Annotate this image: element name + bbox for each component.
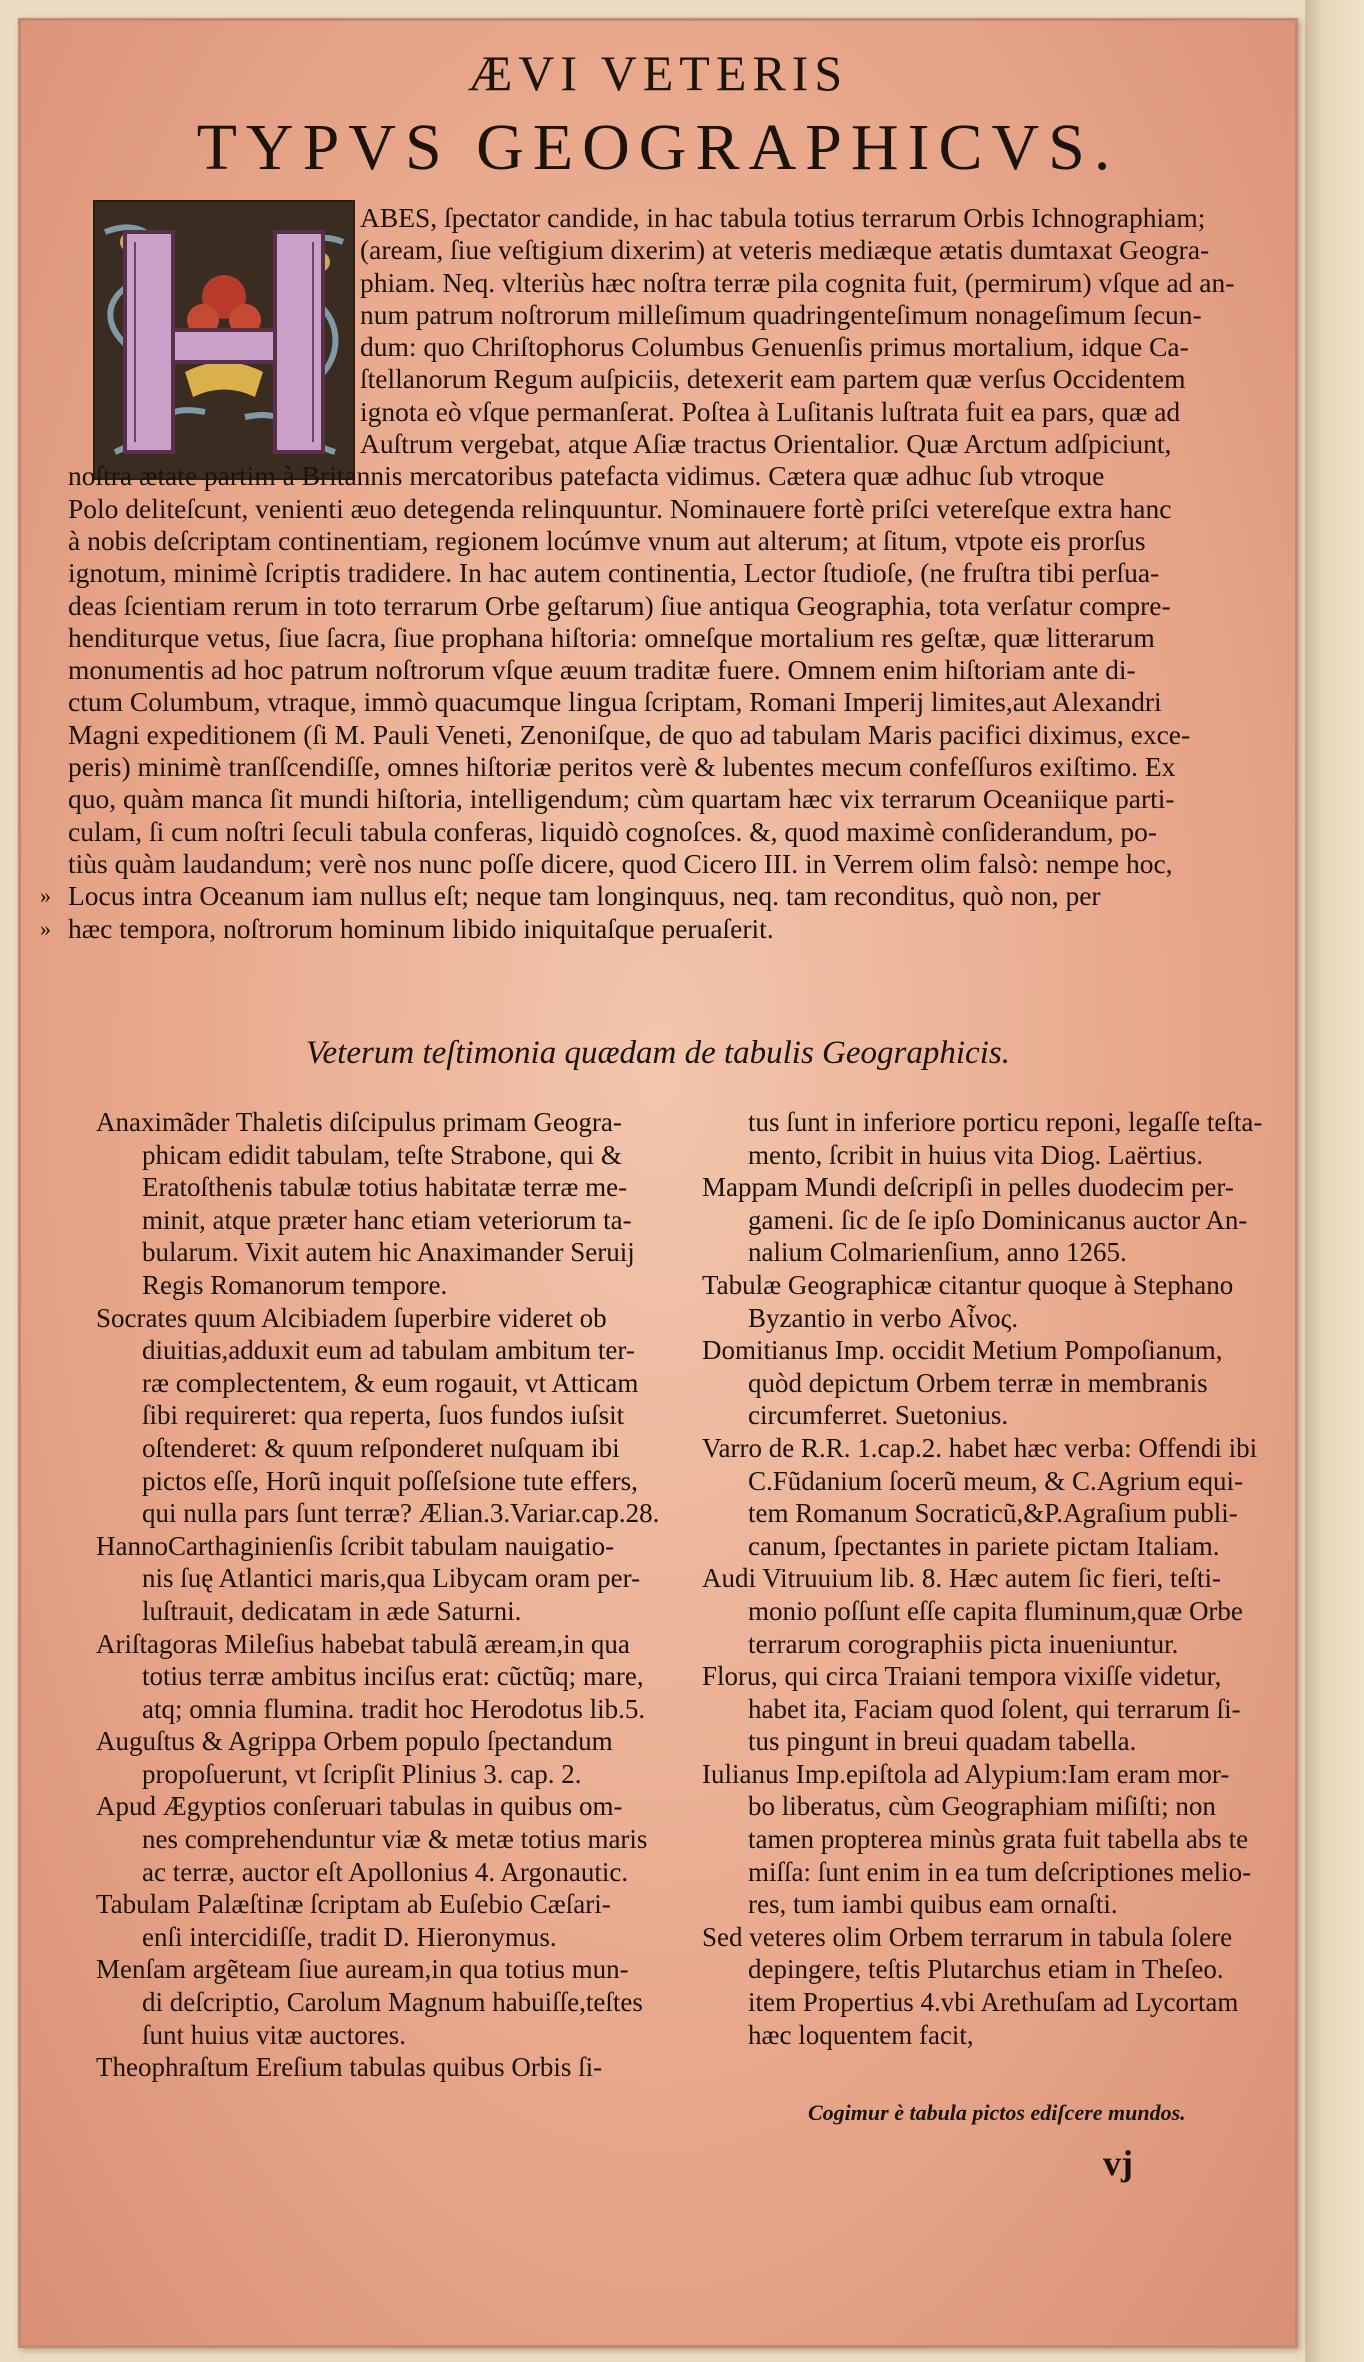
closing-quote: Cogimur è tabula pictos ediſcere mundos. — [808, 2100, 1186, 2125]
testimony-line: res, tum iambi quibus eam ornaſti. — [748, 1889, 1118, 1920]
testimony-line: monio poſſunt eſſe capita fluminum,quæ Orbe — [748, 1595, 1243, 1626]
testimony-entry — [702, 1758, 1282, 1921]
testimony-line: atq; omnia flumina. tradit hoc Herodotus lib.5. — [142, 1693, 646, 1724]
intro-line-text: tiùs quàm laudandum; verè nos nunc poſſe dicere, quod Cicero III. in Verrem olim falsò: nempe hoc, — [68, 847, 1173, 879]
intro-line — [68, 267, 1263, 299]
testimony-line: HannoCarthaginienſis ſcribit tabulam nauigatio- — [96, 1530, 615, 1561]
intro-line — [68, 719, 1263, 751]
testimony-entry — [96, 1888, 696, 1953]
testimony-line: Apud Ægyptios conſeruari tabulas in quibus om- — [96, 1791, 623, 1822]
page-supertitle: ÆVI VETERIS — [467, 45, 849, 101]
testimony-line: canum, ſpectantes in pariete pictam Italiam. — [748, 1530, 1220, 1561]
intro-line-text: ſtellanorum Regum auſpiciis, detexerit eam partem quæ verſus Occidentem — [360, 363, 1186, 395]
testimony-line: Eratoſthenis tabulæ totius habitatæ terræ me- — [142, 1172, 628, 1203]
intro-line-text: Locus intra Oceanum iam nullus eſt; neque tam longinquus, neq. tam reconditus, quò non, per — [68, 880, 1101, 912]
testimony-line: Domitianus Imp. occidit Metium Pompoſianum, — [702, 1335, 1223, 1366]
testimony-line: phicam edidit tabulam, teſte Strabone, qui & — [142, 1139, 622, 1170]
intro-line — [68, 622, 1263, 654]
testimony-line: Tabulæ Geographicæ citantur quoque à Stephano — [702, 1269, 1234, 1300]
intro-line-text: hæc tempora, noſtrorum hominum libido iniquitaſque peruaſerit. — [68, 912, 774, 944]
intro-line-text: Magni expeditionem (ſi M. Pauli Veneti, Zenoniſque, de quo ad tabulam Maris pacifici diximus, exce- — [68, 718, 1191, 750]
testimony-entry — [702, 1334, 1282, 1432]
testimony-line: Audi Vitruuium lib. 8. Hæc autem ſic fieri, teſti- — [702, 1563, 1222, 1594]
intro-line — [68, 428, 1263, 460]
testimony-line: quòd depictum Orbem terræ in membranis — [748, 1367, 1208, 1398]
intro-line — [40, 912, 1263, 945]
testimony-entry — [702, 1432, 1282, 1562]
testimony-line: bularum. Vixit autem hic Anaximander Seruij — [142, 1237, 635, 1268]
intro-line-text: ctum Columbum, vtraque, immò quacumque lingua ſcriptam, Romani Imperij limites,aut Alexandri — [68, 686, 1162, 718]
intro-line-text: ignotum, minimè ſcriptis tradidere. In hac autem continentia, Lector ſtudioſe, (ne fruſtra tibi perſua- — [68, 557, 1160, 589]
testimony-line: qui nulla pars ſunt terræ? Ælian.3.Variar.cap.28. — [142, 1498, 660, 1529]
testimony-line: Regis Romanorum tempore. — [142, 1269, 448, 1300]
intro-line-text: Polo deliteſcunt, venienti æuo detegenda relinquuntur. Nominauere fortè priſci vetereſque extra hanc — [68, 492, 1172, 524]
testimony-entry — [702, 1171, 1282, 1269]
testimony-line: tus ſunt in inferiore porticu reponi, legaſſe teſta- — [748, 1107, 1263, 1137]
intro-line-text: Auſtrum vergebat, atque Aſiæ tractus Orientalior. Quæ Arctum adſpiciunt, — [360, 428, 1172, 460]
intro-line — [68, 202, 1263, 234]
testimony-line: totius terræ ambitus inciſus erat: cũctũq; mare, — [142, 1661, 644, 1692]
testimony-line: propoſuerunt, vt ſcripſit Plinius 3. cap. 2. — [142, 1758, 582, 1789]
intro-paragraph — [40, 202, 1263, 945]
testimony-line: enſi intercidiſſe, tradit D. Hieronymus. — [142, 1921, 557, 1952]
intro-line — [68, 686, 1263, 718]
intro-line — [68, 848, 1263, 880]
folio-number: vj — [1103, 2143, 1133, 2183]
testimony-line: ſibi requireret: qua reperta, ſuos fundos iuſsit — [142, 1400, 625, 1431]
testimony-entry — [96, 1953, 696, 2051]
intro-line-text: (aream, ſiue veſtigium dixerim) at veteris mediæque ætatis dumtaxat Geogra- — [360, 234, 1210, 266]
testimony-line: ac terræ, auctor eſt Apollonius 4. Argonautic. — [142, 1856, 629, 1887]
testimony-line: gameni. ſic de ſe ipſo Dominicanus auctor An- — [748, 1204, 1248, 1235]
testimony-line: Varro de R.R. 1.cap.2. habet hæc verba: Offendi ibi — [702, 1432, 1258, 1463]
testimony-entry — [702, 1269, 1282, 1334]
testimony-entry — [702, 1562, 1282, 1660]
intro-line-text: ignota eò vſque permanſerat. Poſtea à Luſitanis luſtrata fuit ea pars, quæ ad — [360, 395, 1181, 427]
section-subheading: Veterum teſtimonia quædam de tabulis Geographicis. — [306, 1035, 1010, 1071]
document-page — [18, 18, 1298, 2348]
intro-line — [68, 751, 1263, 783]
intro-line — [68, 363, 1263, 395]
intro-line — [68, 493, 1263, 525]
testimony-line: Anaximãder Thaletis diſcipulus primam Geogra- — [96, 1107, 622, 1137]
testimony-line: hæc loquentem facit, — [748, 2019, 974, 2050]
intro-line — [68, 331, 1263, 363]
testimony-line: bo liberatus, cùm Geographiam miſiſti; non — [748, 1791, 1216, 1822]
testimony-line: Iulianus Imp.epiſtola ad Alypium:Iam eram mor- — [702, 1758, 1230, 1789]
intro-line — [68, 557, 1263, 589]
intro-line-text: noſtra ætate partim à Britannis mercatoribus patefacta vidimus. Cætera quæ adhuc ſub vtroque — [68, 460, 1105, 492]
intro-line-text: culam, ſi cum noſtri ſeculi tabula conferas, liquidò cognoſces. &, quod maximè conſiderandum, po- — [68, 815, 1158, 847]
testimony-line: circumferret. Suetonius. — [748, 1400, 1009, 1431]
testimony-line: Mappam Mundi deſcripſi in pelles duodecim per- — [702, 1172, 1234, 1203]
testimony-line: nalium Colmarienſium, anno 1265. — [748, 1237, 1127, 1268]
testimony-entry — [702, 1660, 1282, 1758]
testimony-line: tem Romanum Socraticũ,&P.Agraſium publi- — [748, 1498, 1238, 1529]
intro-line-text: phiam. Neq. vlteriùs hæc noſtra terræ pila cognita fuit, (permirum) vſque ad an- — [360, 266, 1235, 298]
intro-line-text: deas ſcientiam rerum in toto terrarum Orbe geſtarum) ſiue antiqua Geographia, tota verſatur compre- — [68, 589, 1171, 621]
testimony-line: nis ſuę Atlantici maris,qua Libycam oram per- — [142, 1563, 641, 1594]
right-column — [702, 1106, 1282, 2051]
testimony-line: terrarum corographiis picta inueniuntur. — [748, 1628, 1179, 1659]
intro-line — [68, 396, 1263, 428]
mat-border — [1305, 0, 1364, 2362]
testimony-line: Socrates quum Alcibiadem ſuperbire videret ob — [96, 1302, 607, 1333]
testimony-line: Tabulam Palæſtinæ ſcriptam ab Euſebio Cæſari- — [96, 1889, 611, 1920]
intro-line — [68, 816, 1263, 848]
quotation-marker: » — [40, 915, 51, 941]
intro-line — [68, 299, 1263, 331]
intro-line — [68, 525, 1263, 557]
testimony-line: Florus, qui circa Traiani tempora vixiſſe videtur, — [702, 1661, 1222, 1692]
testimony-line: ſunt huius vitæ auctores. — [142, 2019, 406, 2050]
testimony-line: Sed veteres olim Orbem terrarum in tabula ſolere — [702, 1921, 1233, 1952]
testimony-line: diuitias,adduxit eum ad tabulam ambitum ter- — [142, 1335, 635, 1366]
testimony-line: habet ita, Faciam quod ſolent, qui terrarum ſi- — [748, 1693, 1241, 1724]
testimony-entry — [702, 1106, 1282, 1171]
testimony-line: depingere, teſtis Plutarchus etiam in Theſeo. — [748, 1954, 1224, 1985]
intro-line-text: dum: quo Chriſtophorus Columbus Genuenſis primus mortalium, idque Ca- — [360, 331, 1189, 363]
testimony-entry — [96, 1628, 696, 1726]
intro-line-text: ABES, ſpectator candide, in hac tabula totius terrarum Orbis Ichnographiam; — [360, 202, 1206, 233]
left-column — [96, 1106, 696, 2084]
quotation-marker: » — [40, 883, 51, 909]
testimony-line: C.Fũdanium ſocerũ meum, & C.Agrium equi- — [748, 1465, 1243, 1496]
intro-line-text: peris) minimè tranſſcendiſſe, omnes hiſtoriæ peritos verè & lubentes mecum confeſſuros exiſtimo. Ex — [68, 751, 1176, 783]
intro-line-text: monumentis ad hoc patrum noſtrorum vſque æuum traditæ fuere. Omnem enim hiſtoriam ante di- — [68, 654, 1136, 686]
testimony-line: tus pingunt in breui quadam tabella. — [748, 1726, 1137, 1757]
testimony-line: ræ complectentem, & eum rogauit, vt Atticam — [142, 1367, 639, 1398]
testimony-line: Ariſtagoras Mileſius habebat tabulã æream,in qua — [96, 1628, 630, 1659]
intro-line — [68, 590, 1263, 622]
testimony-line: Byzantio in verbo Αἶνος. — [748, 1302, 1019, 1333]
intro-line — [68, 460, 1263, 492]
intro-line — [68, 234, 1263, 266]
testimony-entry — [96, 1302, 696, 1530]
testimony-line: oſtenderet: & quum reſponderet nuſquam ibi — [142, 1432, 620, 1463]
testimony-entry — [702, 1921, 1282, 2051]
intro-line-text: henditurque vetus, ſiue ſacra, ſiue prophana hiſtoria: omneſque mortalium res geſtæ, quæ litterarum — [68, 621, 1155, 653]
testimony-line: di deſcriptio, Carolum Magnum habuiſſe,teſtes — [142, 1987, 643, 2018]
intro-line-text: quo, quàm manca ſit mundi hiſtoria, intelligendum; cùm quartam hæc vix terrarum Oceaniique parti- — [68, 783, 1175, 815]
testimony-entry — [96, 2051, 696, 2084]
testimony-entry — [96, 1790, 696, 1888]
intro-line — [40, 880, 1263, 912]
intro-line-text: num patrum noſtrorum milleſimum quadringenteſimum nonageſimum ſecun- — [360, 298, 1202, 330]
testimony-entry — [96, 1106, 696, 1302]
testimony-line: Menſam argẽteam ſiue auream,in qua totius mun- — [96, 1954, 629, 1985]
testimony-line: minit, atque præter hanc etiam veteriorum ta- — [142, 1204, 632, 1235]
intro-line-text: à nobis deſcriptam continentiam, regionem locúmve vnum aut alterum; at ſitum, vtpote eis prorſus — [68, 524, 1146, 556]
intro-line — [68, 783, 1263, 815]
testimony-line: Theophraſtum Ereſium tabulas quibus Orbis ſi- — [96, 2052, 603, 2083]
testimony-line: mento, ſcribit in huius vita Diog. Laërtius. — [748, 1139, 1204, 1170]
intro-line — [68, 654, 1263, 686]
testimony-line: nes comprehenduntur viæ & metæ totius maris — [142, 1824, 648, 1855]
testimony-line: tamen propterea minùs grata fuit tabella abs te — [748, 1824, 1249, 1855]
testimony-line: item Propertius 4.vbi Arethuſam ad Lycortam — [748, 1987, 1239, 2018]
testimony-line: luſtrauit, dedicatam in æde Saturni. — [142, 1595, 522, 1626]
testimony-line: miſſa: ſunt enim in ea tum deſcriptiones melio- — [748, 1856, 1252, 1887]
testimony-line: Auguſtus & Agrippa Orbem populo ſpectandum — [96, 1726, 613, 1757]
page-title: TYPVS GEOGRAPHICVS. — [196, 111, 1120, 184]
testimony-entry — [96, 1530, 696, 1628]
testimony-line: pictos eſſe, Horũ inquit poſſeſsione tute effers, — [142, 1465, 638, 1496]
testimony-entry — [96, 1725, 696, 1790]
